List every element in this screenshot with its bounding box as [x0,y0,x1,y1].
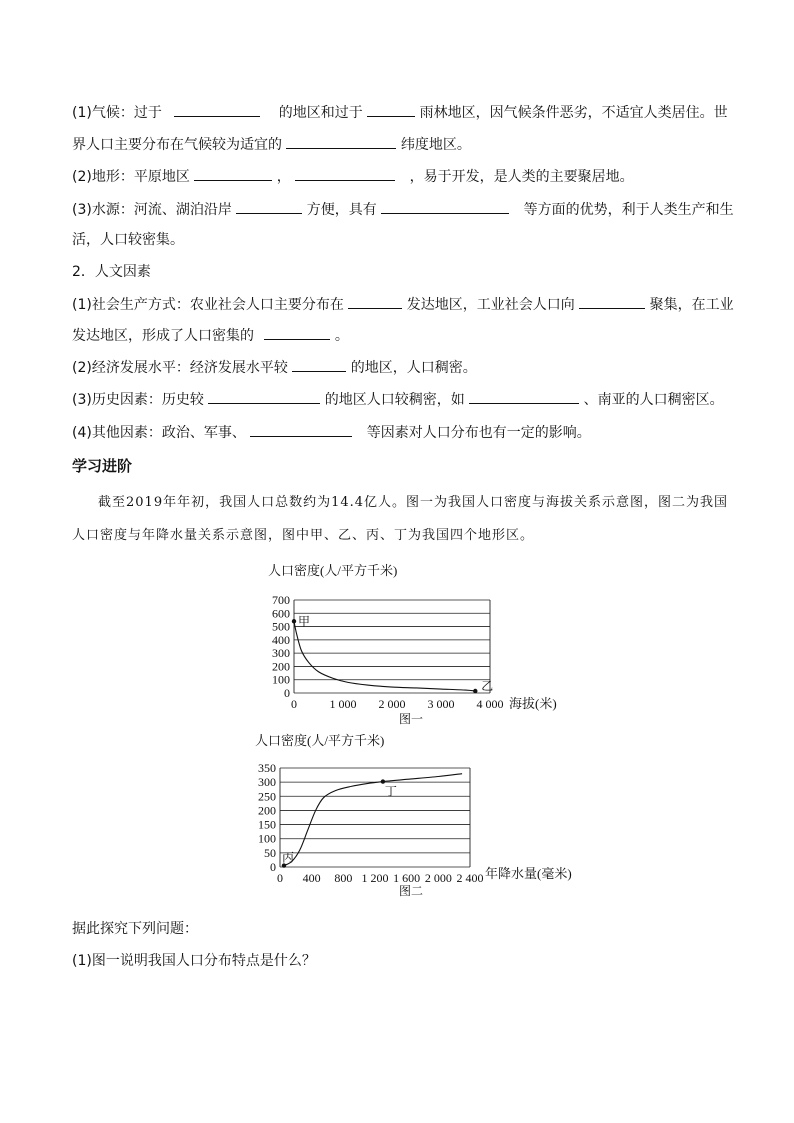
x-tick-label: 800 [334,871,353,885]
data-point [473,689,477,693]
chart-2 [255,733,572,898]
x-tick-label: 2 000 [378,697,406,711]
x-tick-label: 0 [277,871,283,885]
water-text: 方便，具有 [306,202,377,218]
x-axis-label: 年降水量(毫米) [485,866,572,881]
water-text: (3)水源：河流、湖泊沿岸 [72,202,232,218]
section-title: 2．人文因素 [72,264,151,280]
social-text: 聚集，在工业 [649,297,734,313]
point-label: 甲 [298,614,311,629]
intro-text: 截至2019年年初，我国人口总数约为14.4亿人。图一为我国人口密度与海拔关系示意图，图二为我国 [98,495,729,510]
x-tick-label: 1 200 [361,871,389,885]
terrain-text: (2)地形：平原地区 [72,169,190,185]
figure-caption: 图二 [398,884,424,898]
climate-text: 的地区和过于 [278,105,363,121]
x-tick-label: 2 400 [456,871,484,885]
study-heading-text: 学习进阶 [72,457,133,475]
data-point [381,779,385,783]
x-axis-label: 海拔(米) [509,696,557,711]
x-tick-label: 4 000 [476,697,504,711]
x-tick-label: 2 000 [424,871,452,885]
history-text: (3)历史因素：历史较 [72,392,204,408]
question-1 [72,951,316,971]
social-text: 发达地区，工业社会人口向 [406,297,575,313]
history-text: 、南亚的人口稠密区。 [583,392,724,408]
y-tick-label: 0 [270,860,276,874]
y-tick-label: 250 [258,789,276,804]
figure-caption: 图一 [398,712,424,726]
point-label: 乙 [481,679,494,694]
y-tick-label: 50 [264,845,276,860]
y-tick-label: 500 [272,619,290,634]
water-text: 活，人口较密集。 [72,232,184,248]
explore-line [72,919,198,939]
y-tick-label: 400 [272,632,290,647]
y-tick-label: 100 [272,672,290,687]
terrain-text: ，易于开发，是人类的主要聚居地。 [409,169,634,185]
intro-text: 人口密度与年降水量关系示意图，图中甲、乙、丙、丁为我国四个地形区。 [72,528,535,543]
series-line [294,621,475,691]
y-tick-label: 200 [272,659,290,674]
economy-text: (2)经济发展水平：经济发展水平较 [72,360,288,376]
climate-text: 界人口主要分布在气候较为适宜的 [72,137,282,153]
x-tick-label: 1 000 [329,697,357,711]
question-1-text: (1)图一说明我国人口分布特点是什么？ [72,953,316,969]
terrain-text: ， [276,169,291,185]
climate-text: 纬度地区。 [400,137,471,153]
climate-text: (1)气候：过于 [72,105,162,121]
x-tick-label: 1 600 [393,871,421,885]
chart-1 [268,563,557,726]
social-text: 发达地区，形成了人口密集的 [72,328,254,344]
history-text: 的地区人口较稠密，如 [324,392,465,408]
climate-text: 雨林地区，因气候条件恶劣，不适宜人类居住。世 [419,105,728,121]
y-tick-label: 600 [272,606,290,621]
point-label: 丙 [281,850,294,865]
y-tick-label: 150 [258,817,276,832]
y-tick-label: 0 [284,686,290,700]
y-axis-label: 人口密度(人/平方千米) [255,733,385,748]
x-tick-label: 3 000 [427,697,455,711]
y-tick-label: 200 [258,803,276,818]
y-tick-label: 300 [272,646,290,661]
explore-text: 据此探究下列问题： [72,921,198,937]
series-line [281,774,462,866]
x-tick-label: 400 [302,871,321,885]
water-text: 等方面的优势，利于人类生产和生 [523,202,734,218]
social-text: (1)社会生产方式：农业社会人口主要分布在 [72,297,344,313]
point-label: 丁 [384,784,397,799]
y-tick-label: 100 [258,831,276,846]
y-tick-label: 700 [272,593,290,607]
y-tick-label: 350 [258,761,276,775]
y-axis-label: 人口密度(人/平方千米) [268,563,398,578]
x-tick-label: 0 [291,697,297,711]
social-text: 。 [334,328,349,344]
other-text: 等因素对人口分布也有一定的影响。 [366,425,591,441]
economy-text: 的地区，人口稠密。 [350,360,477,376]
other-text: (4)其他因素：政治、军事、 [72,425,246,441]
y-tick-label: 300 [258,775,276,790]
data-point [292,619,296,623]
